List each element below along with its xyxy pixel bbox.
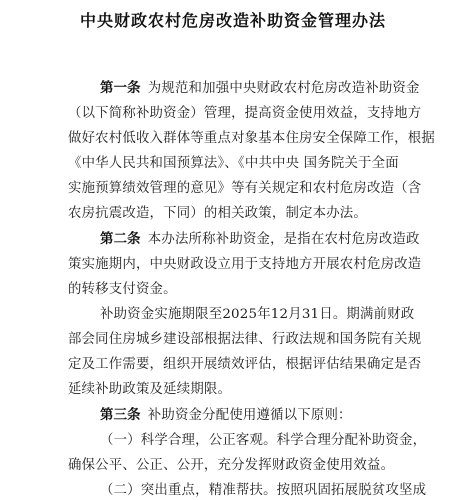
article-1-line-6: 农房抗震改造，下同）的相关政策，制定本办法。 [68,206,367,221]
article-3-heading: 第三条 [100,408,141,423]
article-1-line-2: （以下简称补助资金）管理，提高资金使用效益，支持地方 [68,106,422,121]
paragraph-term-line-4: 延续补助政策及延续期限。 [68,382,232,397]
article-2-line-1 [100,231,420,249]
article-1-line-4: 《中华人民共和国预算法》、《中共中央 国务院关于全面 [68,156,399,171]
principle-2-line-1: （二）突出重点，精准帮扶。按照巩固拓展脱贫攻坚成 [100,483,427,498]
article-2-line-2: 策实施期内，中央财政设立用于支持地方开展农村危房改造 [68,257,422,272]
article-1-line-1 [100,80,420,98]
article-2-heading: 第二条 [100,232,141,247]
article-1-line-3: 做好农村低收入群体等重点对象基本住房安全保障工作，根据 [68,131,435,146]
paragraph-term-line-3: 定及工作需要，组织开展绩效评估，根据评估结果确定是否 [68,357,422,372]
principle-1-line-2: 确保公平、公正、公开，充分发挥财政资金使用效益。 [68,458,395,473]
article-1-line-5: 实施预算绩效管理的意见》等有关规定和农村危房改造（含 [68,181,422,196]
line-text: 本办法所称补助资金，是指在农村危房改造政 [147,232,420,247]
document-title: 中央财政农村危房改造补助资金管理办法 [79,11,386,30]
article-1-heading: 第一条 [100,81,141,96]
article-2-line-3: 的转移支付资金。 [68,282,177,297]
paragraph-term-line-1: 补助资金实施期限至2025年12月31日。期满前财政 [100,307,415,322]
line-text: 为规范和加强中央财政农村危房改造补助资金 [147,81,420,96]
principle-1-line-1: （一）科学合理，公正客观。科学合理分配补助资金， [100,433,427,448]
paragraph-term-line-2: 部会同住房城乡建设部根据法律、行政法规和国务院有关规 [68,332,422,347]
article-3-line-1 [100,407,352,425]
line-text: 补助资金分配使用遵循以下原则： [147,408,352,423]
